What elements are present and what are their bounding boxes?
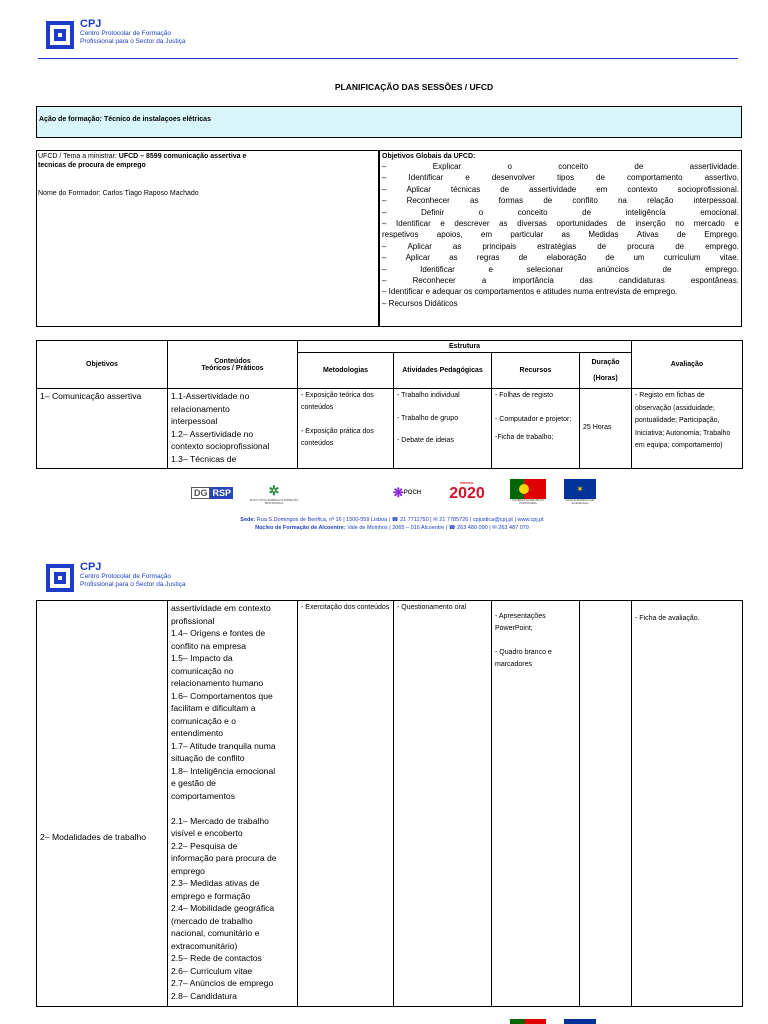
conteudo-line: 1.4– Origens e fontes de — [171, 628, 266, 638]
conteudo-line: 2.1– Mercado de trabalho — [171, 815, 269, 826]
iefp-flower-icon: ✲ — [268, 483, 280, 498]
conteudo-line: 1.7– Atitude tranquila numa — [171, 740, 276, 751]
conteudo-line: situação de conflito — [171, 753, 245, 763]
conteudo-line: assertividade em contexto — [171, 603, 271, 613]
objetivos-box — [379, 150, 742, 327]
conteudo-line: emprego e formação — [171, 890, 251, 901]
objetivo-item: – Reconhecer a importância das candidaturas espontâneas. — [382, 276, 739, 286]
planning-table — [36, 340, 743, 469]
objetivo-recursos: – Recursos Didáticos — [382, 298, 458, 308]
row2-atividades: - Questionamento oral — [394, 601, 492, 1007]
objetivo-item: – Definir o conceito de inteligência emocional. — [382, 207, 739, 217]
dgrsp-logo: DG RSP — [186, 484, 238, 502]
ue-logo: ✶ UNIÃO EUROPEIA Fundo Social Europeu — [564, 479, 596, 509]
header-recursos: Recursos — [492, 353, 580, 389]
conteudo-line: e gestão de — [171, 778, 216, 788]
conteudo-line: comunicação e o — [171, 715, 236, 726]
conteudo-line — [171, 802, 294, 815]
conteudo-line: 2.6– Curriculum vitae — [171, 965, 253, 976]
conteudo-line: nacional, comunitário e — [171, 928, 260, 938]
formador-name: Nome do Formador: Carlos Tiago Raposo Machado — [38, 190, 199, 197]
row2-objetivo: 2– Modalidades de trabalho — [37, 601, 168, 1007]
objetivo-item: – Identificar e descrever as diversas oportunidades de inserção no mercado e — [382, 219, 739, 229]
conteudo-line: 1.6– Comportamentos que — [171, 690, 273, 701]
header-divider — [38, 58, 738, 59]
republica-logo: GOVERNO DA REPÚBLICA PORTUGUESA — [510, 479, 546, 509]
row1-atividades: - Trabalho individual - Trabalho de grupo - Debate de ideias — [394, 389, 492, 469]
org-abbr: CPJ — [80, 18, 102, 30]
ufcd-box — [36, 150, 379, 327]
row1-conteudos: 1.1-Assertividade no relacionamento interpessoal 1.2– Assertividade no contexto socioprofissional 1.3– Técnicas de — [168, 389, 298, 469]
row2-conteudos — [168, 601, 298, 1007]
header-conteudos: Conteúdos Teóricos / Práticos — [168, 341, 298, 389]
row2-recursos: - Apresentações PowerPoint; - Quadro branco e marcadores — [492, 601, 580, 1007]
acao-box — [36, 106, 742, 138]
org-header-page2: CPJ Centro Protocolar de Formação Profissional para o Sector da Justiça — [80, 561, 186, 588]
row1-duracao: 25 Horas — [580, 389, 632, 469]
objetivo-item: – Aplicar técnicas de assertividade em contexto socioprofissional. — [382, 184, 739, 194]
planning-table-continued — [36, 600, 743, 1007]
org-line2: Profissional para o Sector da Justiça — [80, 37, 186, 45]
republica-logo-page2 — [510, 1019, 546, 1024]
header-duracao: Duração (Horas) — [580, 353, 632, 389]
conteudo-line: profissional — [171, 615, 215, 626]
conteudo-line: (mercado de trabalho — [171, 915, 253, 926]
poch-cluster-icon: ❋ — [392, 485, 404, 500]
objetivos-list — [382, 161, 739, 286]
ufcd-theme: tecnicas de procura de emprego — [38, 162, 146, 169]
conteudo-line: 1.8– Inteligência emocional — [171, 765, 276, 776]
row1-recursos: - Folhas de registo - Computador e projetor; -Ficha de trabalho; — [492, 389, 580, 469]
row2-metodologias: - Exercitação dos conteúdos — [298, 601, 394, 1007]
objetivo-item: – Identificar e selecionar anúncios de emprego. — [382, 264, 739, 274]
ufcd-code: UFCD – 8599 comunicação assertiva e — [118, 153, 247, 160]
conteudo-line: 2.8– Candidatura — [171, 990, 237, 1001]
ufcd-prefix: UFCD / Tema a ministrar: — [38, 153, 117, 160]
org-line1: Centro Protocolar de Formação — [80, 30, 172, 37]
conteudo-line: informação para procura de — [171, 853, 277, 863]
objetivo-item: – Aplicar as regras de elaboração de um curriculum vitae. — [382, 253, 739, 263]
conteudo-line: 2.7– Anúncios de emprego — [171, 978, 274, 988]
ue-logo-page2 — [564, 1019, 596, 1024]
objetivo-entrevista: – Identificar e adequar os comportamentos e atitudes numa entrevista de emprego. — [382, 287, 678, 297]
row1-metodologias: - Exposição teórica dos conteúdos - Exposição prática dos conteúdos — [298, 389, 394, 469]
cpj-logo-icon-page2 — [46, 564, 74, 592]
objetivo-item: respetivos apoios, em particular as Medidas Ativas de Emprego. — [382, 230, 739, 240]
footer-sede: Sede: Rua S.Domingos de Benfica, nº 16 | 1500-559 Lisboa | ☎ 21 7711750 | ✉ 21 7785726 | cpjustica@cpj.pt | www.cpj.pt — [240, 517, 544, 523]
objetivo-item: – Reconhecer as formas de conflito na relação interpessoal. — [382, 196, 739, 206]
conteudo-line: 2.5– Rede de contactos — [171, 953, 262, 963]
org-header — [80, 18, 186, 45]
conteudo-line: 2.3– Medidas ativas de — [171, 878, 260, 888]
header-atividades: Atividades Pedagógicas — [394, 353, 492, 389]
conteudo-line: relacionamento humano — [171, 678, 264, 688]
objetivo-item: – Identificar e desenvolver tipos de comportamento assertivo. — [382, 173, 739, 183]
row1-objetivo: 1– Comunicação assertiva — [37, 389, 168, 469]
conteudo-line: comportamentos — [171, 790, 236, 801]
cpj-logo-icon — [46, 21, 74, 49]
objetivo-item: – Explicar o conceito de assertividade. — [382, 162, 739, 171]
objetivos-title: Objetivos Globais da UFCD: — [382, 153, 476, 160]
footer-nucleo: Núcleo de Formação de Alcoentre: Vale de Moinhos | 2065 – 016 Alcoentre | ☎ 263 480 090 | ✉ 263 487 079 — [255, 525, 529, 531]
row1-avaliacao: - Registo em fichas de observação (assiduidade; pontualidade; Participação, Iniciativa; Autonomia; Trabalho em equipa; comportamento) — [632, 389, 743, 469]
conteudo-line: facilitam e dificultam a — [171, 703, 256, 713]
header-metodologias: Metodologias — [298, 353, 394, 389]
header-avaliacao: Avaliação — [632, 341, 743, 389]
conteudo-line: extracomunitário) — [171, 940, 238, 951]
header-objetivos: Objetivos — [37, 341, 168, 389]
conteudo-line: emprego — [171, 865, 205, 876]
iefp-logo: ✲ INSTITUTO DO EMPREGO E FORMAÇÃO PROFISSIONAL — [249, 483, 299, 505]
portugal2020-logo: PORTUGAL 2020 — [449, 481, 485, 502]
acao-text: Ação de formação: Técnico de instalaçoes elétricas — [39, 116, 211, 123]
conteudo-line: 2.4– Mobilidade geográfica — [171, 903, 275, 913]
objetivo-item: – Aplicar as principais estratégias de procura de emprego. — [382, 241, 739, 251]
conteudo-line: visível e encoberto — [171, 828, 243, 838]
poch-logo: ❋ POCH — [392, 485, 422, 500]
page-title: PLANIFICAÇÃO DAS SESSÕES / UFCD — [334, 82, 494, 92]
conteudo-line: 1.5– Impacto da — [171, 653, 233, 663]
conteudo-line: entendimento — [171, 728, 224, 738]
conteudo-line: conflito na empresa — [171, 640, 246, 651]
conteudo-line: comunicação no — [171, 665, 234, 676]
row2-duracao — [580, 601, 632, 1007]
header-estrutura: Estrutura — [298, 341, 632, 353]
row2-avaliacao: - Ficha de avaliação. — [632, 601, 743, 1007]
conteudo-line: 2.2– Pesquisa de — [171, 840, 238, 851]
eu-stars-icon: ✶ — [564, 479, 596, 499]
